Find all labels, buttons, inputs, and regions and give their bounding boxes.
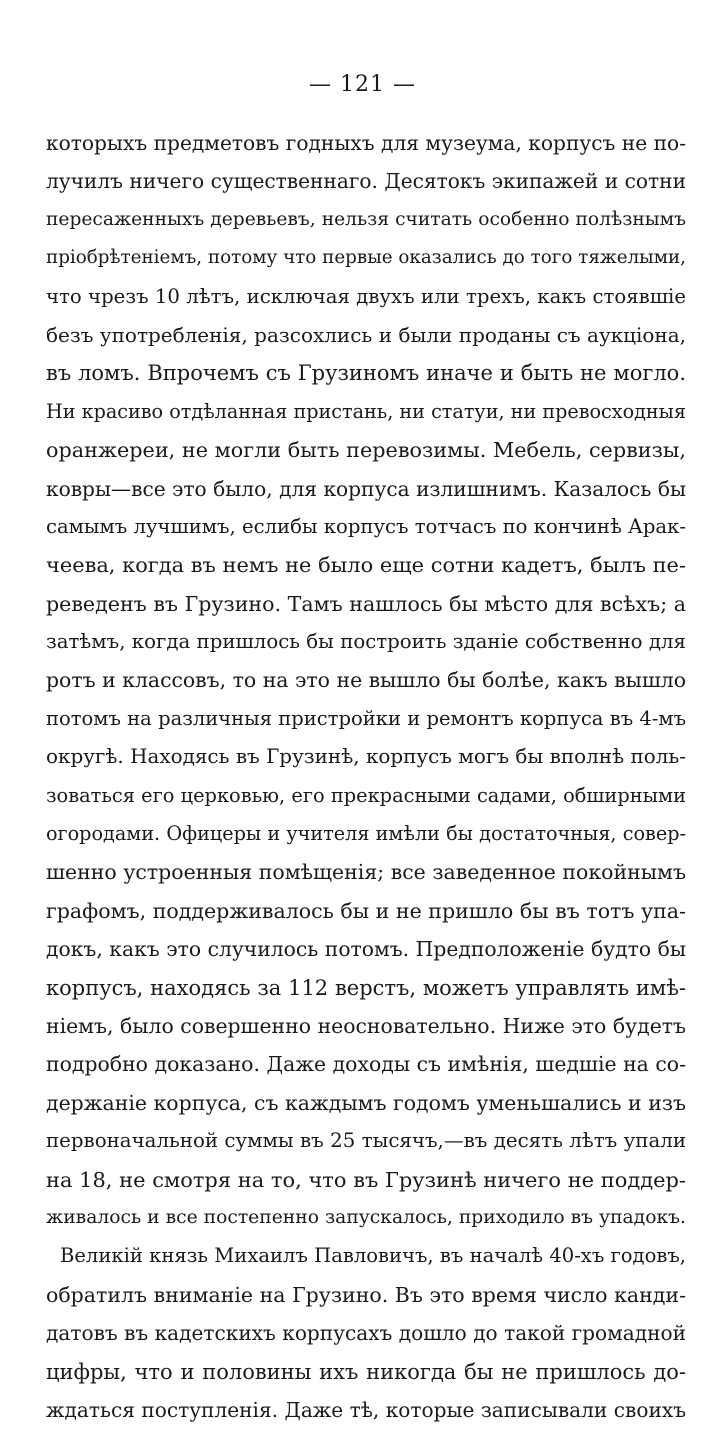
page-number: — 121 — bbox=[309, 72, 416, 97]
text-line: ротъ и классовъ, то на это не вышло бы болѣе, какъ вышло bbox=[46, 668, 686, 693]
page-text bbox=[46, 124, 686, 1429]
text-line: подробно доказано. Даже доходы съ имѣнія, шедшіе на со- bbox=[46, 1052, 686, 1077]
text-line: графомъ, поддерживалось бы и не пришло бы въ тотъ упа- bbox=[46, 898, 686, 923]
text-line: чеева, когда въ немъ не было еще сотни кадетъ, былъ пе- bbox=[46, 553, 686, 578]
text-line: реведенъ въ Грузино. Тамъ нашлось бы мѣсто для всѣхъ; а bbox=[46, 591, 686, 616]
text-line: ковры—все это было, для корпуса излишнимъ. Казалось бы bbox=[46, 476, 686, 501]
text-line: датовъ въ кадетскихъ корпусахъ дошло до такой громадной bbox=[46, 1321, 686, 1346]
text-line: живалось и все постепенно запускалось, приходило въ упадокъ. bbox=[46, 1206, 686, 1228]
text-line: Великій князь Михаилъ Павловичъ, въ началѣ 40-хъ годовъ, bbox=[60, 1244, 686, 1268]
text-line: округѣ. Находясь въ Грузинѣ, корпусъ могъ бы вполнѣ поль- bbox=[46, 745, 686, 769]
text-line: зоваться его церковью, его прекрасными садами, обширными bbox=[46, 783, 686, 807]
text-line: пріобрѣтеніемъ, потому что первые оказались до того тяжелыми, bbox=[46, 247, 686, 269]
text-line: первоначальной суммы въ 25 тысячъ,—въ десять лѣтъ упали bbox=[46, 1129, 686, 1153]
text-line: докъ, какъ это случилось потомъ. Предположеніе будто бы bbox=[46, 937, 686, 962]
text-line: ждаться поступленія. Даже тѣ, которые записывали своихъ bbox=[46, 1397, 686, 1422]
text-line: что чрезъ 10 лѣтъ, исключая двухъ или трехъ, какъ стоявшіе bbox=[46, 284, 686, 308]
text-line: шенно устроенныя помѣщенія; все заведенное покойнымъ bbox=[46, 860, 686, 885]
text-line: затѣмъ, когда пришлось бы построить зданіе собственно для bbox=[46, 630, 686, 654]
text-line: ніемъ, было совершенно неосновательно. Ниже это будетъ bbox=[46, 1013, 686, 1038]
text-line: въ ломъ. Впрочемъ съ Грузиномъ иначе и быть не могло. bbox=[46, 361, 686, 386]
text-line: огородами. Офицеры и учителя имѣли бы достаточныя, совер- bbox=[46, 822, 686, 846]
text-line: лучилъ ничего существеннаго. Десятокъ экипажей и сотни bbox=[46, 169, 686, 194]
text-line: корпусъ, находясь за 112 верстъ, можетъ управлять имѣ- bbox=[46, 975, 686, 1000]
text-line: безъ употребленія, разсохлись и были проданы съ аукціона, bbox=[46, 322, 686, 347]
text-line: на 18, не смотря на то, что въ Грузинѣ ничего не поддер- bbox=[46, 1167, 686, 1192]
text-line: Ни красиво отдѣланная пристань, ни статуи, ни превосходныя bbox=[46, 399, 686, 423]
text-line: пересаженныхъ деревьевъ, нельзя считать особенно полѣзнымъ bbox=[46, 208, 686, 230]
text-line: оранжереи, не могли быть перевозимы. Мебель, сервизы, bbox=[46, 438, 686, 463]
text-line: которыхъ предметовъ годныхъ для музеума, корпусъ не по- bbox=[46, 131, 686, 155]
text-line: самымъ лучшимъ, еслибы корпусъ тотчасъ по кончинѣ Арак- bbox=[46, 514, 686, 538]
text-line: потомъ на различныя пристройки и ремонтъ корпуса въ 4-мъ bbox=[46, 706, 686, 730]
text-line: цифры, что и половины ихъ никогда бы не пришлось до- bbox=[46, 1359, 686, 1384]
text-line: держаніе корпуса, съ каждымъ годомъ уменьшались и изъ bbox=[46, 1090, 686, 1115]
text-line: обратилъ вниманіе на Грузино. Въ это время число канди- bbox=[46, 1282, 686, 1307]
